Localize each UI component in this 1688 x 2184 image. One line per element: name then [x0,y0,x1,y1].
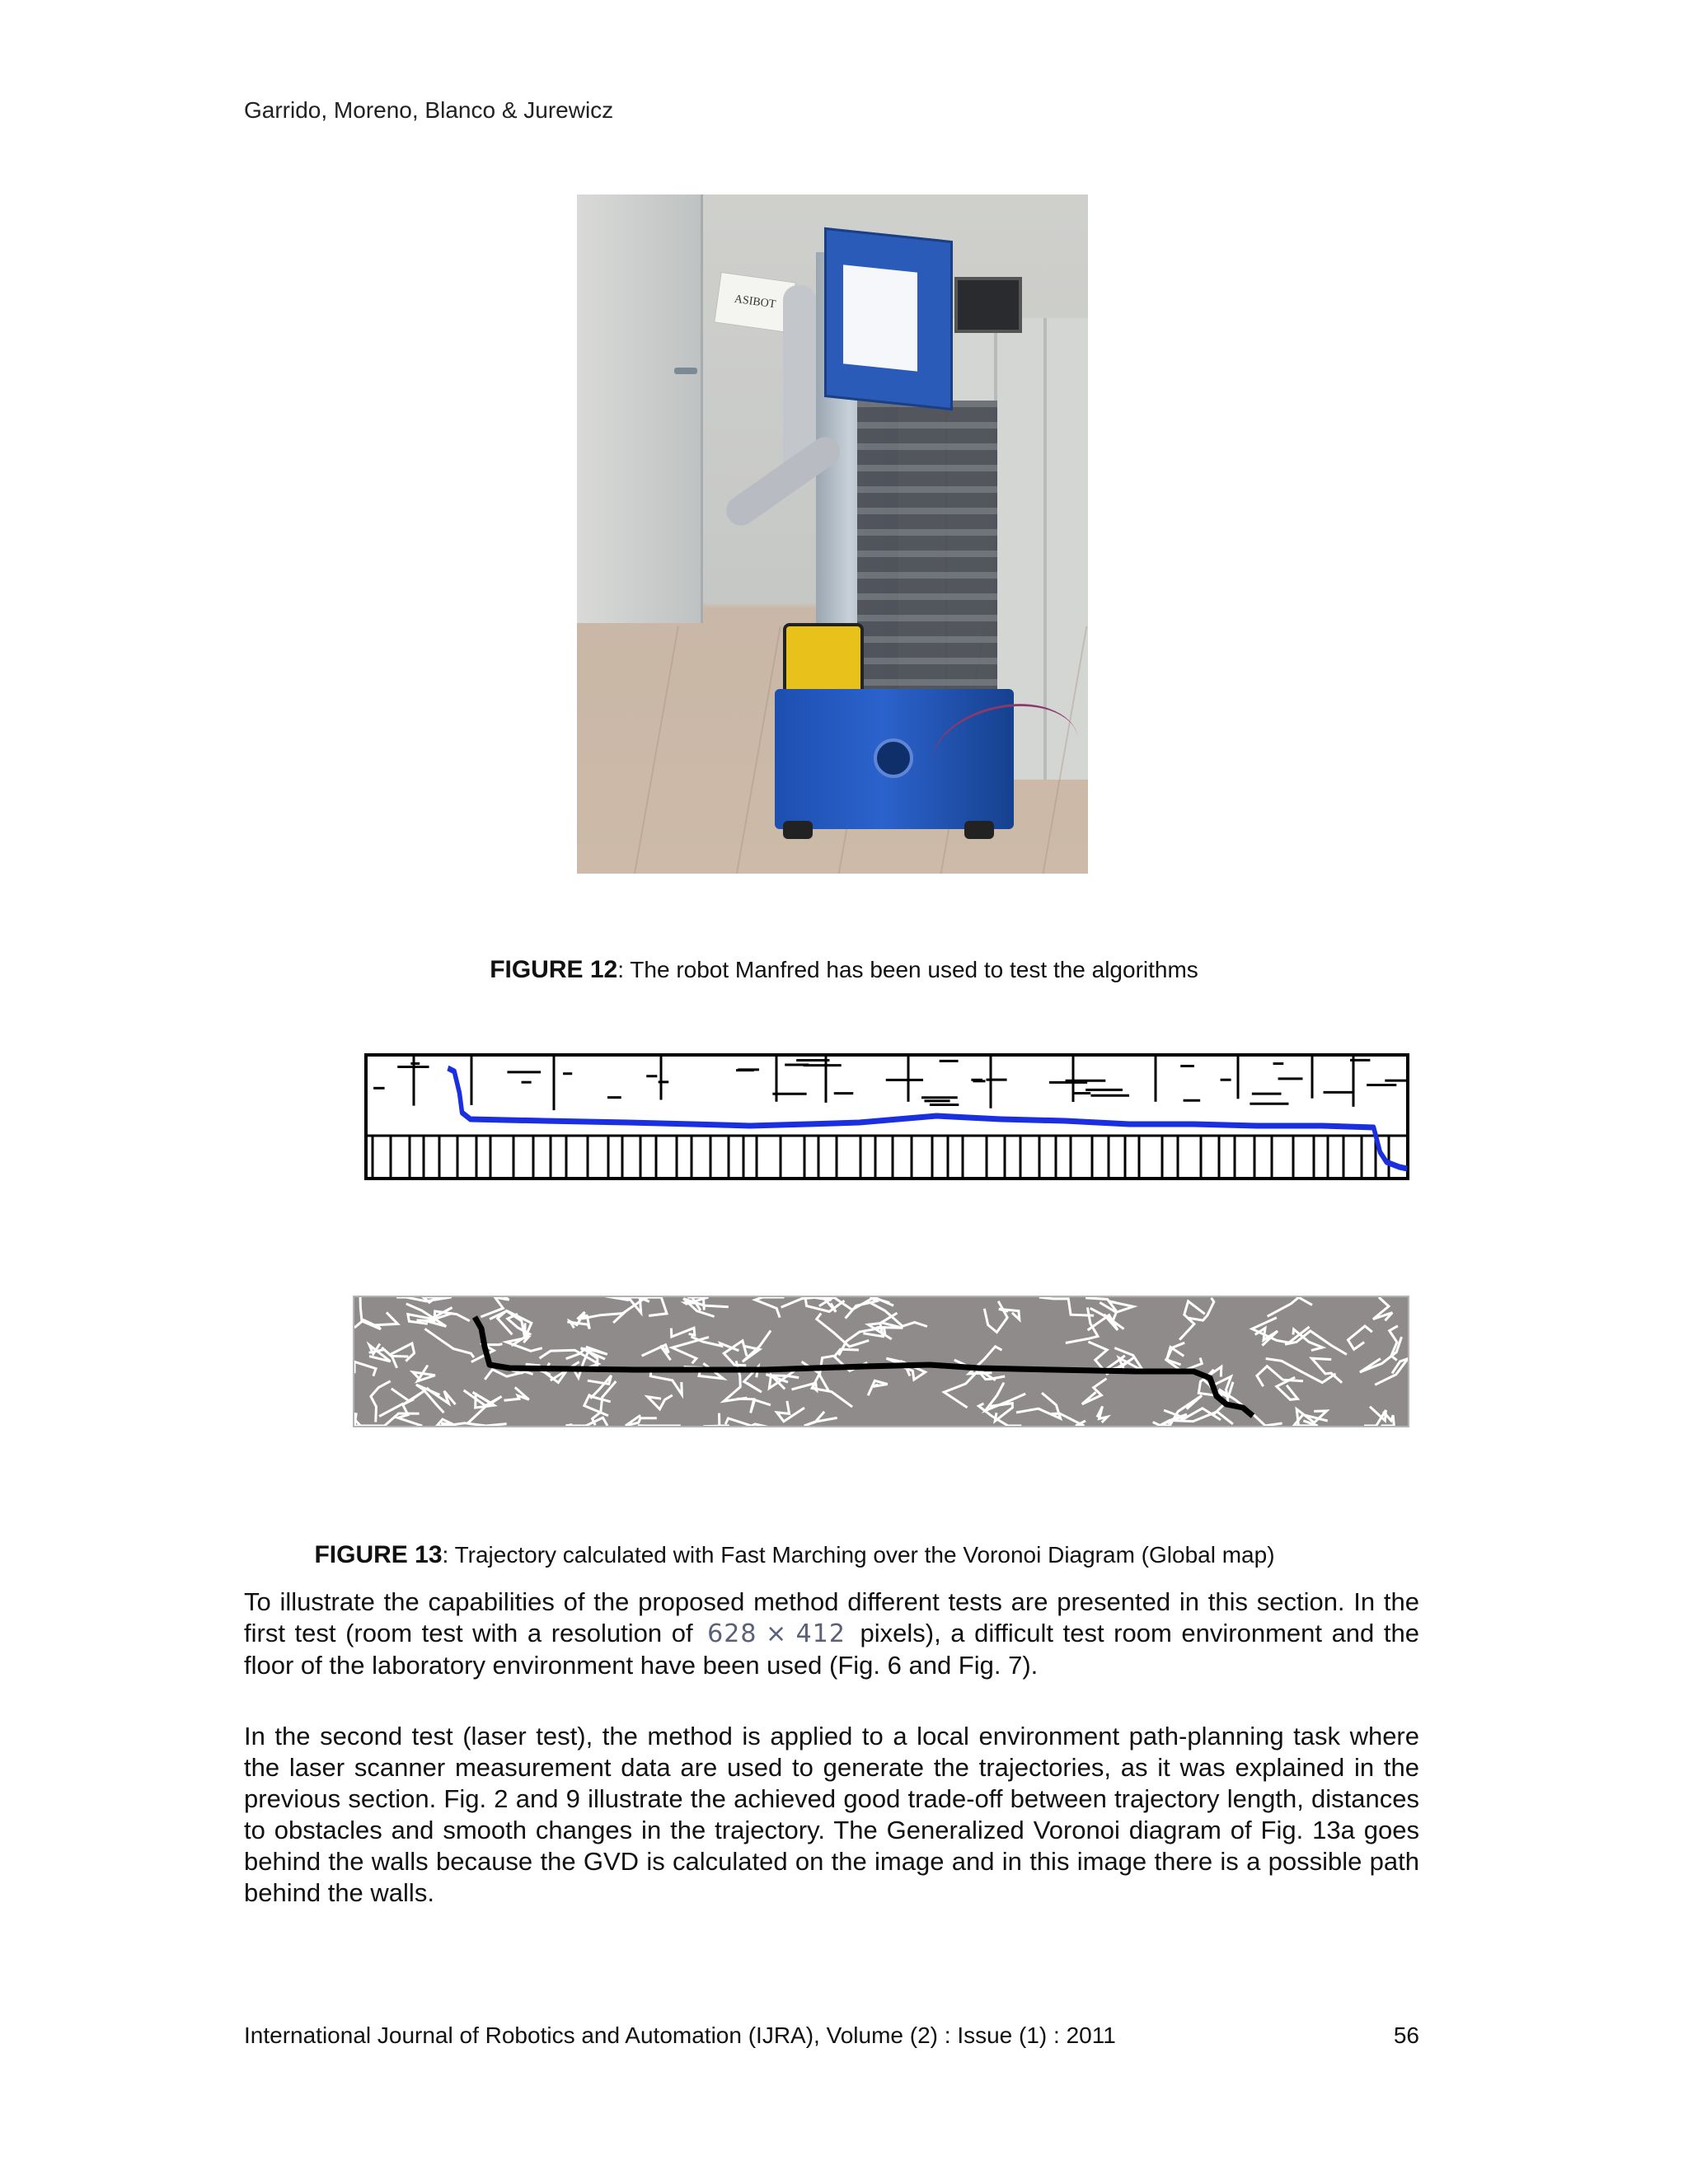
floor-map-border [366,1055,1408,1179]
page-number: 56 [1393,2022,1419,2048]
photo-wheel [964,821,994,839]
voronoi-diagram-trajectory [353,1296,1409,1427]
paragraph-laser-test: In the second test (laser test), the method is applied to a local environment path-planning task where the laser scanner measurement data are used to generate the trajectories, as it was explained in the previous section. Fig. 2 and 9 illustrate the achieved good trade-off between trajectory length, distances to obstacles and smooth changes in the trajectory. The Generalized Voronoi diagram of Fig. 13a goes behind the walls because the GVD is calculated on the image and in this image there is a possible path behind the walls. [244,1722,1419,1907]
paragraph-1-text-b: pixels), a difficult test room environment and the floor of the laboratory environment have been used (Fig. 6 and Fig. 7). [244,1619,1419,1680]
resolution-formula: 628 × 412 [707,1619,846,1648]
running-head-authors: Garrido, Moreno, Blanco & Jurewicz [244,97,614,123]
photo-monitor [954,277,1022,333]
page-footer [244,2022,1419,2049]
photo-robot-electronics [857,401,997,722]
figure-13-caption [0,1541,1639,1569]
photo-asibot-sign: ASIBOT [714,272,796,333]
paragraph-1-text-a: To illustrate the capabilities of the proposed method different tests are presented in this section. In the first test (room test with a resolution of [244,1587,1419,1647]
robot-manfred-photo [577,194,1088,874]
photo-door-handle [674,368,697,374]
floor-map-trajectory [364,1053,1409,1180]
footer-journal: International Journal of Robotics and Automation (IJRA), Volume (2) : Issue (1) : 2011 [244,2022,1116,2048]
paragraph-tests-intro [244,1586,1419,1681]
figure-13-label: FIGURE 13 [314,1541,443,1568]
photo-wheel [783,821,813,839]
figure-12-label: FIGURE 12 [490,956,618,983]
figure-12-caption-text: : The robot Manfred has been used to test the algorithms [617,957,1198,982]
figure-12-caption [0,956,1688,984]
figure-13-caption-text: : Trajectory calculated with Fast Marching over the Voronoi Diagram (Global map) [442,1542,1275,1568]
photo-door [577,194,703,623]
photo-robot-panel [824,227,953,410]
